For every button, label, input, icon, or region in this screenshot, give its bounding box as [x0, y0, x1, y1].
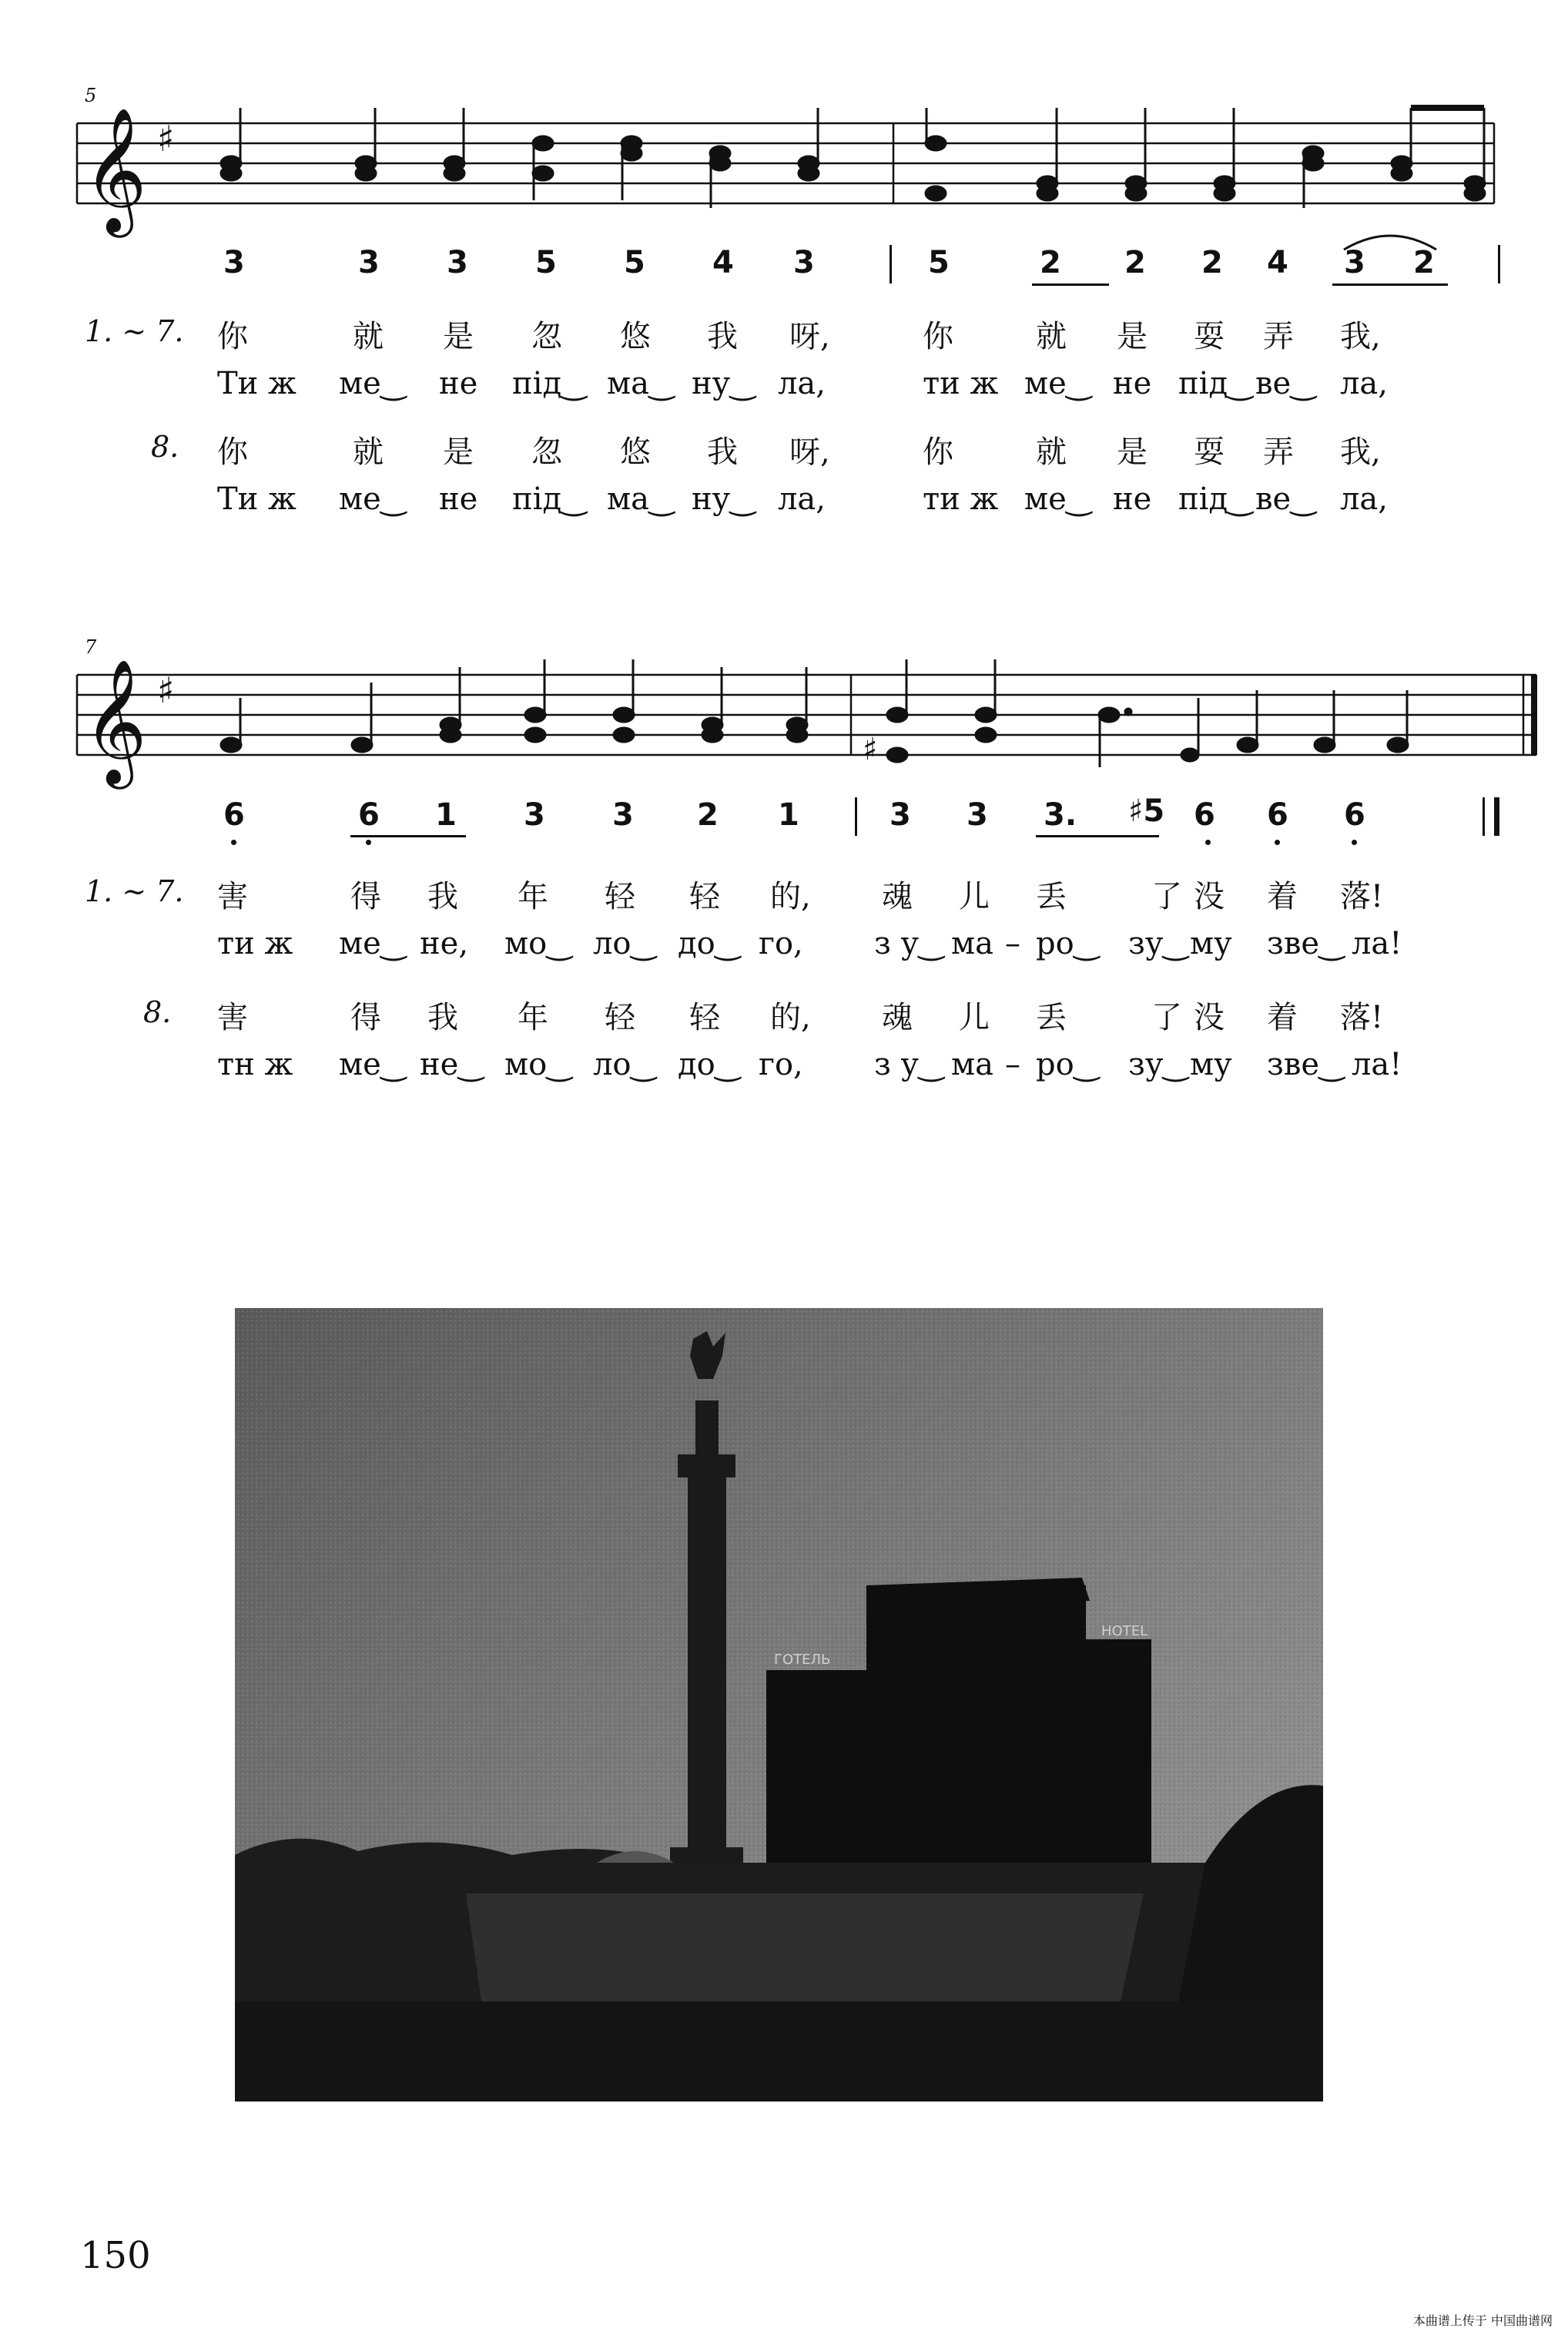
lyric: му	[1190, 926, 1232, 961]
low-octave-dot	[366, 840, 371, 845]
lyric: під‿	[512, 481, 587, 517]
lyric: під‿	[512, 366, 587, 401]
jianpu-note: 4	[1267, 245, 1288, 280]
jianpu-note: 3	[967, 797, 988, 833]
low-octave-dot	[1275, 840, 1280, 845]
lyric: 年	[518, 879, 548, 914]
lyric: 没	[1194, 879, 1225, 914]
lyric: до‿	[678, 1047, 740, 1082]
jianpu-note: 2	[1201, 245, 1223, 280]
lyric: 就	[1036, 319, 1067, 354]
lyric: 你	[923, 319, 953, 354]
lyric: ло‿	[593, 926, 656, 961]
slur	[1340, 228, 1440, 251]
treble-clef: 𝄞	[83, 659, 147, 784]
lyric: 得	[350, 1000, 381, 1035]
lyric: 弄	[1263, 319, 1294, 354]
jianpu-barline	[855, 797, 857, 836]
photo-sign-right: HOTEL	[1101, 1623, 1148, 1639]
lyric: до‿	[678, 926, 740, 961]
lyric: зу‿	[1128, 1047, 1188, 1082]
lyric: 着	[1267, 1000, 1298, 1035]
lyric: під‿	[1178, 481, 1253, 517]
lyric: мо‿	[504, 926, 572, 961]
jianpu-note: 5	[535, 245, 557, 280]
jianpu-note: 6	[1194, 797, 1215, 833]
lyric: ла!	[1352, 1047, 1402, 1082]
lyric: 轻	[605, 1000, 635, 1035]
lyric: 弄	[1263, 434, 1294, 470]
jianpu-note: ♯5	[1128, 793, 1165, 829]
jianpu-note: 6	[1267, 797, 1288, 833]
lyric: ну‿	[692, 481, 756, 517]
lyric: Ти ж	[217, 366, 297, 401]
measure-number: 7	[85, 636, 97, 658]
lyric: го,	[759, 1047, 803, 1082]
lyric: не	[439, 366, 478, 401]
jianpu-note: 1	[435, 797, 457, 833]
lyric: 是	[1117, 319, 1148, 354]
lyric: го,	[759, 926, 803, 961]
lyric: ла,	[1340, 366, 1388, 401]
lyric: 着	[1267, 879, 1298, 914]
lyric: ро‿	[1036, 1047, 1099, 1082]
lyric: 我,	[1340, 319, 1381, 354]
lyric: не,	[420, 926, 469, 961]
jianpu-note: 3	[793, 245, 815, 280]
jianpu-barline	[1498, 245, 1500, 283]
lyric: 落!	[1340, 879, 1384, 914]
footer-watermark: 本曲谱上传于 中国曲谱网	[1412, 2313, 1553, 2328]
lyric: з у‿	[874, 926, 944, 961]
lyric: 我	[707, 434, 738, 470]
lyric: 害	[217, 879, 248, 914]
jianpu-note: 5	[624, 245, 645, 280]
lyric: 丢	[1036, 1000, 1067, 1035]
lyric: 悠	[620, 434, 651, 470]
lyric: ма	[951, 926, 993, 961]
lyric: ве‿	[1255, 481, 1316, 517]
lyric: не	[439, 481, 478, 517]
jianpu-note: 3.	[1044, 797, 1077, 833]
lyric: ма	[951, 1047, 993, 1082]
jianpu-note: 2	[697, 797, 719, 833]
lyric: ме‿	[339, 366, 406, 401]
lyric: Ти ж	[217, 481, 297, 517]
lyric: 了	[1151, 1000, 1182, 1035]
jianpu-final-barline	[1494, 797, 1499, 836]
lyric: 儿	[959, 879, 990, 914]
lyric: ла,	[778, 366, 826, 401]
lyric: 悠	[620, 319, 651, 354]
jianpu-note: 6	[1344, 797, 1365, 833]
staff-system-2	[77, 659, 1502, 793]
underline-beam	[1032, 283, 1109, 286]
lyric: –	[1005, 926, 1020, 961]
lyric: 的,	[770, 879, 811, 914]
jianpu-note: 3	[358, 245, 380, 280]
lyric: 我	[427, 879, 458, 914]
jianpu-note: 2	[1413, 245, 1435, 280]
lyric: 你	[923, 434, 953, 470]
lyric: тн ж	[217, 1047, 293, 1082]
lyric: 呀,	[789, 319, 830, 354]
jianpu-note: 3	[890, 797, 911, 833]
lyric: з у‿	[874, 1047, 944, 1082]
lyric: під‿	[1178, 366, 1253, 401]
verse-label: 8.	[143, 995, 172, 1029]
underline-beam	[1332, 283, 1448, 286]
verse-label: 1. ~ 7.	[85, 874, 184, 908]
lyric: 我	[707, 319, 738, 354]
lyric: 呀,	[789, 434, 830, 470]
verse-label: 1. ~ 7.	[85, 314, 184, 348]
lyric: ме‿	[339, 926, 406, 961]
lyric: не	[1113, 366, 1152, 401]
jianpu-note: 1	[778, 797, 799, 833]
lyric: 轻	[689, 879, 720, 914]
jianpu-note: 3	[223, 245, 245, 280]
lyric: 没	[1194, 1000, 1225, 1035]
lyric: 魂	[882, 879, 913, 914]
jianpu-final-barline	[1483, 797, 1485, 836]
lyric: 儿	[959, 1000, 990, 1035]
lyric: 得	[350, 879, 381, 914]
jianpu-note: 4	[712, 245, 734, 280]
lyric: не	[1113, 481, 1152, 517]
photo-illustration	[235, 1308, 1323, 2102]
key-signature: ♯	[157, 118, 175, 159]
lyric: не‿	[420, 1047, 484, 1082]
lyric: ло‿	[593, 1047, 656, 1082]
lyric: 年	[518, 1000, 548, 1035]
lyric: 忽	[531, 434, 562, 470]
lyric: ро‿	[1036, 926, 1099, 961]
lyric: 是	[1117, 434, 1148, 470]
jianpu-note: 3	[612, 797, 634, 833]
lyric: 你	[217, 319, 248, 354]
jianpu-barline	[890, 245, 892, 283]
jianpu-note: 2	[1124, 245, 1146, 280]
lyric: 落!	[1340, 1000, 1384, 1035]
verse-label: 8.	[151, 430, 179, 464]
lyric: 了	[1151, 879, 1182, 914]
lyric: ла,	[1340, 481, 1388, 517]
jianpu-note: 2	[1040, 245, 1061, 280]
photo-independence-monument	[235, 1308, 1323, 2102]
jianpu-note: 3	[1344, 245, 1365, 280]
lyric: 害	[217, 1000, 248, 1035]
photo-sign-left: ГОТЕЛЬ	[774, 1652, 831, 1668]
lyric: 我	[427, 1000, 458, 1035]
lyric: му	[1190, 1047, 1232, 1082]
lyric: ла!	[1352, 926, 1402, 961]
jianpu-note: 3	[524, 797, 545, 833]
underline-beam	[1036, 835, 1159, 837]
lyric: ме‿	[1024, 366, 1091, 401]
lyric: 就	[353, 434, 384, 470]
lyric: ма‿	[607, 366, 675, 401]
lyric: 是	[443, 434, 474, 470]
low-octave-dot	[231, 840, 236, 845]
lyric: ме‿	[339, 1047, 406, 1082]
lyric: 忽	[531, 319, 562, 354]
jianpu-note: 6	[358, 797, 380, 833]
lyric: 你	[217, 434, 248, 470]
lyric: ма‿	[607, 481, 675, 517]
lyric: 就	[1036, 434, 1067, 470]
jianpu-note: 5	[928, 245, 950, 280]
lyric: зве‿	[1267, 926, 1345, 961]
lyric: 我,	[1340, 434, 1381, 470]
svg-text:♯: ♯	[863, 732, 878, 767]
underline-beam	[350, 835, 466, 837]
lyric: ти ж	[923, 481, 999, 517]
lyric: –	[1005, 1047, 1020, 1082]
lyric: ну‿	[692, 366, 756, 401]
lyric: ти ж	[923, 366, 999, 401]
lyric: 轻	[605, 879, 635, 914]
lyric: 的,	[770, 1000, 811, 1035]
lyric: мо‿	[504, 1047, 572, 1082]
lyric: 轻	[689, 1000, 720, 1035]
lyric: 耍	[1194, 319, 1225, 354]
lyric: ме‿	[339, 481, 406, 517]
lyric: 是	[443, 319, 474, 354]
lyric: ме‿	[1024, 481, 1091, 517]
staff-notation	[77, 659, 1502, 790]
jianpu-note: 3	[447, 245, 468, 280]
lyric: ве‿	[1255, 366, 1316, 401]
staff-system-1	[77, 107, 1502, 242]
lyric: 就	[353, 319, 384, 354]
page-number: 150	[80, 2234, 151, 2277]
lyric: зу‿	[1128, 926, 1188, 961]
lyric: зве‿	[1267, 1047, 1345, 1082]
lyric: ла,	[778, 481, 826, 517]
lyric: 魂	[882, 1000, 913, 1035]
treble-clef: 𝄞	[83, 107, 147, 233]
low-octave-dot	[1352, 840, 1357, 845]
jianpu-note: 6	[223, 797, 245, 833]
key-signature: ♯	[157, 669, 175, 711]
measure-number: 5	[85, 85, 97, 106]
low-octave-dot	[1205, 840, 1211, 845]
staff-notation	[77, 107, 1502, 239]
lyric: ти ж	[217, 926, 293, 961]
lyric: 丢	[1036, 879, 1067, 914]
lyric: 耍	[1194, 434, 1225, 470]
